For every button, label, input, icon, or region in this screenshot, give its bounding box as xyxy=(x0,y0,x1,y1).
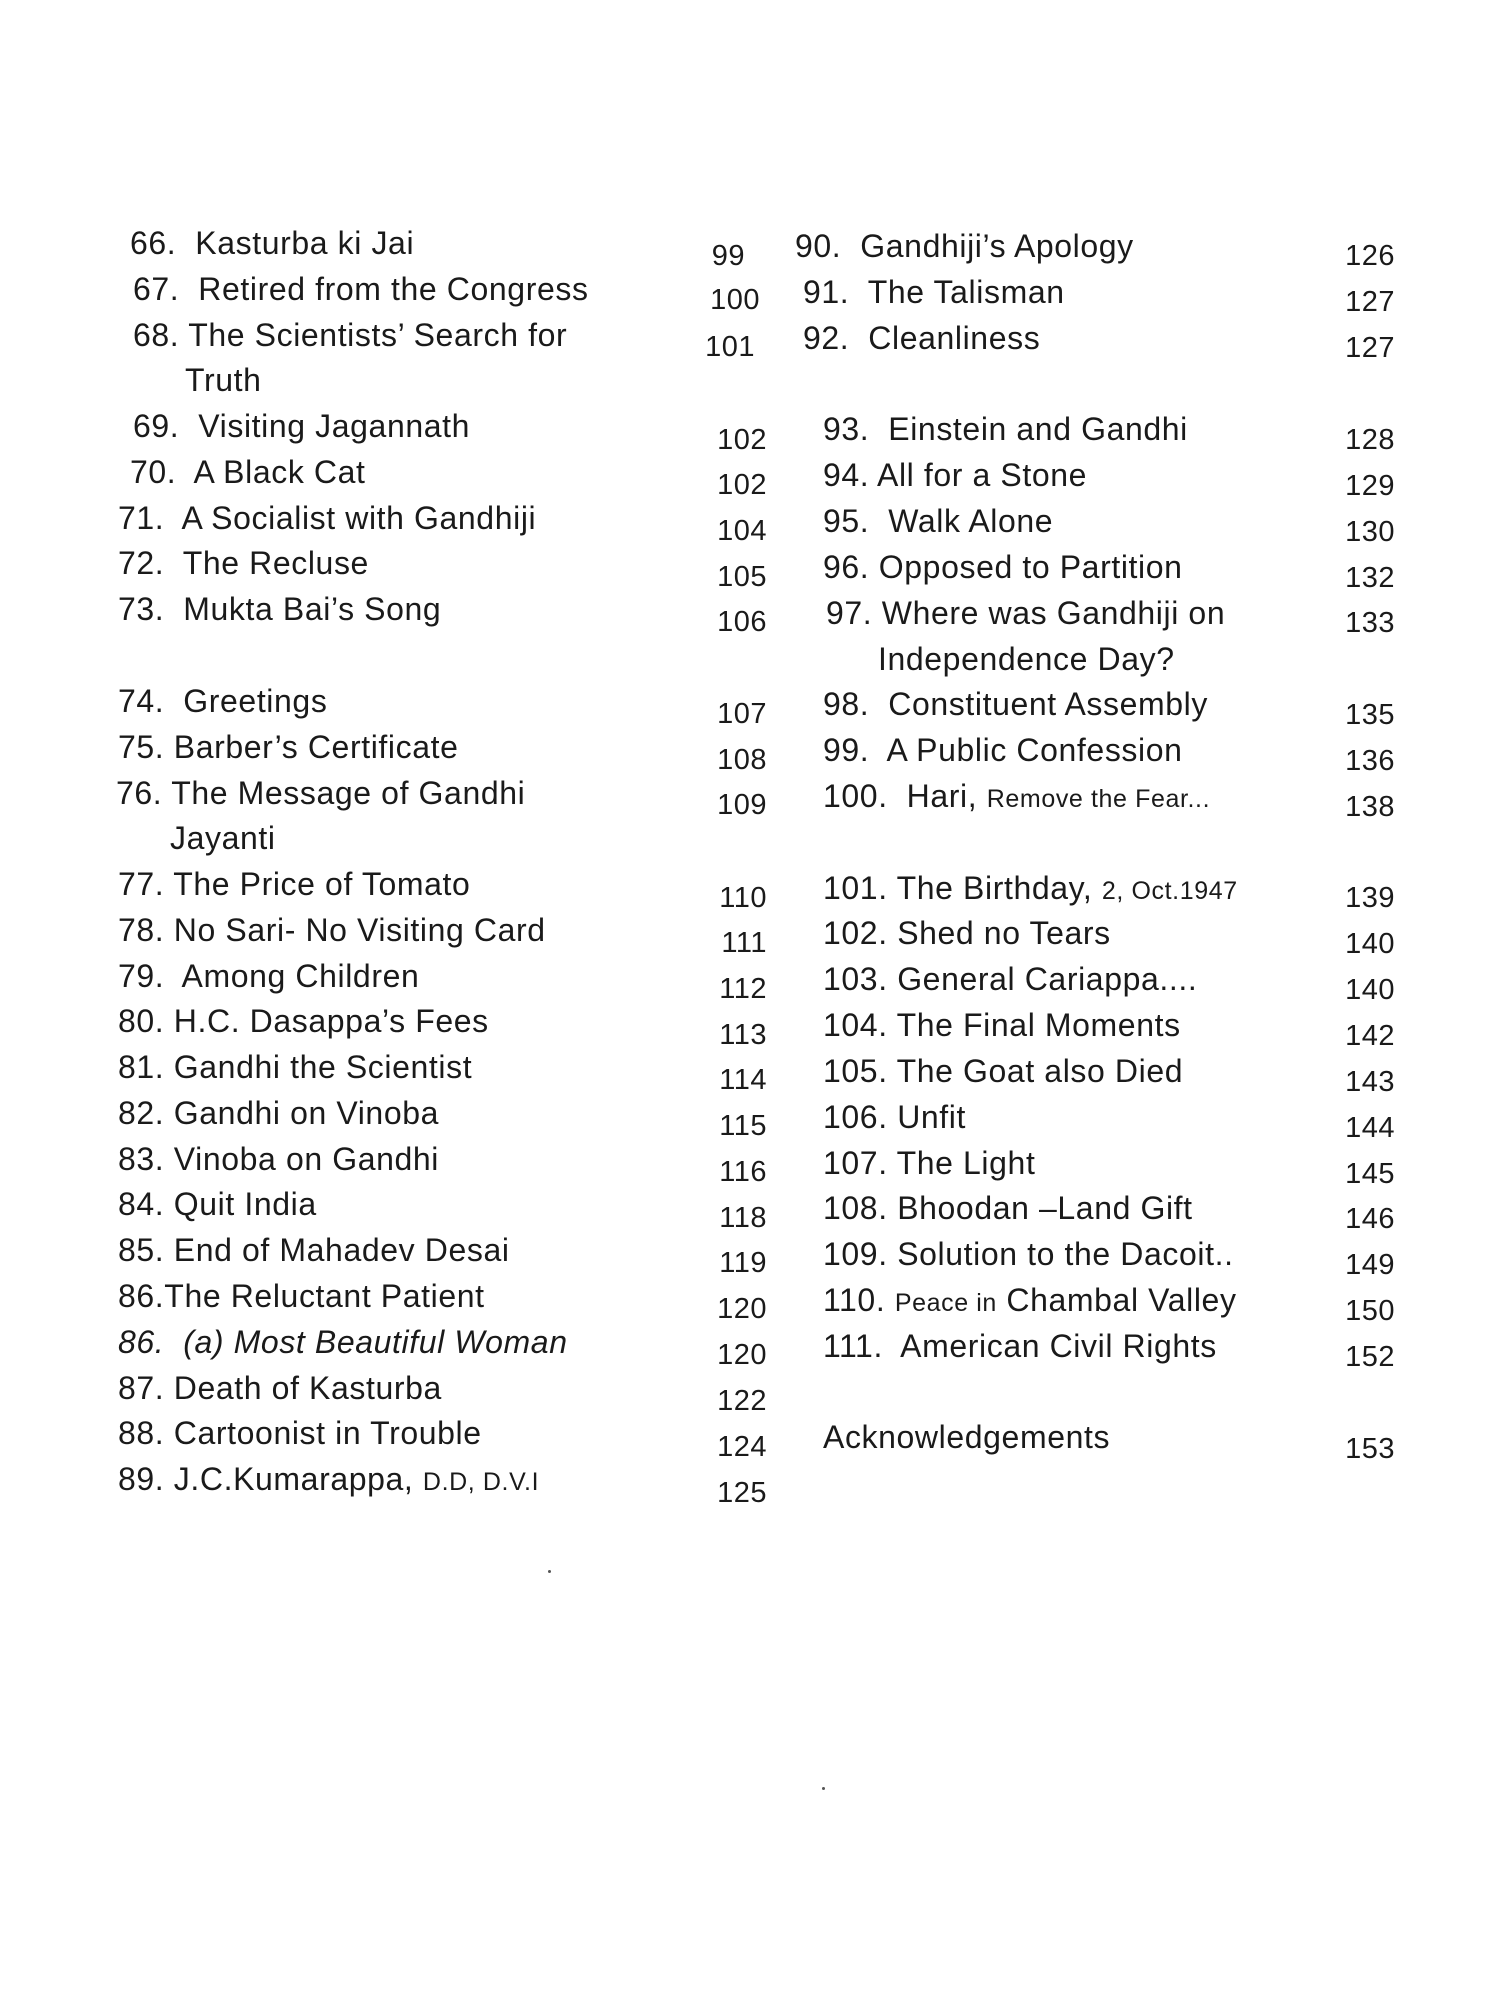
entry-page: 118 xyxy=(719,1202,767,1234)
entry-page: 122 xyxy=(717,1385,767,1417)
entry-page: 127 xyxy=(1345,286,1395,318)
entry-page: 146 xyxy=(1345,1203,1395,1235)
entry-page: 120 xyxy=(717,1339,767,1371)
entry-title: Kasturba ki Jai xyxy=(195,225,415,261)
entry-title: Death of Kasturba xyxy=(173,1370,442,1406)
entry-title: Among Children xyxy=(181,958,420,994)
entry-number: 71. xyxy=(118,500,165,536)
entry-number: 101. xyxy=(823,870,888,906)
entry-title: Gandhi on Vinoba xyxy=(173,1095,440,1131)
scan-speck xyxy=(548,1570,551,1573)
entry-title: Chambal Valley xyxy=(1006,1282,1237,1318)
entry-page: 104 xyxy=(717,515,767,547)
toc-entry xyxy=(795,228,1134,265)
entry-page: 128 xyxy=(1345,424,1395,456)
toc-entry xyxy=(823,870,1238,907)
entry-number: 108. xyxy=(823,1190,888,1226)
entry-page: 119 xyxy=(719,1247,767,1279)
entry-title: H.C. Dasappa’s Fees xyxy=(173,1003,489,1039)
toc-entry xyxy=(803,274,1065,311)
entry-page: 111 xyxy=(721,927,767,959)
toc-entry xyxy=(803,320,1040,357)
entry-number: 104. xyxy=(823,1007,888,1043)
entry-number: 86. xyxy=(118,1278,165,1314)
entry-title: The Reluctant Patient xyxy=(164,1278,485,1314)
entry-title: Shed no Tears xyxy=(897,915,1111,951)
entry-page: 127 xyxy=(1345,332,1395,364)
entry-title: Bhoodan –Land Gift xyxy=(897,1190,1193,1226)
entry-page: 108 xyxy=(717,744,767,776)
entry-title: Greetings xyxy=(183,683,328,719)
toc-entry xyxy=(823,961,1197,998)
entry-number: 70. xyxy=(130,454,177,490)
entry-page: 139 xyxy=(1345,882,1395,914)
toc-entry xyxy=(823,1053,1183,1090)
entry-title: The Final Moments xyxy=(896,1007,1181,1043)
toc-entry xyxy=(823,549,1183,586)
entry-page: 120 xyxy=(717,1293,767,1325)
entry-title: Where was Gandhiji on xyxy=(881,595,1226,631)
entry-page: 138 xyxy=(1345,791,1395,823)
entry-page: 140 xyxy=(1345,928,1395,960)
toc-entry xyxy=(823,457,1087,494)
entry-title: All for a Stone xyxy=(877,457,1088,493)
entry-title-continued: Independence Day? xyxy=(878,641,1175,677)
entry-page: 116 xyxy=(719,1156,767,1188)
entry-number: 109. xyxy=(823,1236,888,1272)
toc-entry xyxy=(823,732,1183,769)
entry-number: 103. xyxy=(823,961,888,997)
entry-page: 140 xyxy=(1345,974,1395,1006)
entry-title: J.C.Kumarappa, xyxy=(173,1461,414,1497)
entry-number: 74. xyxy=(118,683,165,719)
toc-entry xyxy=(823,503,1053,540)
entry-title: The Recluse xyxy=(182,545,369,581)
entry-page: 110 xyxy=(719,882,767,914)
entry-title: The Talisman xyxy=(867,274,1065,310)
entry-title-continued: Jayanti xyxy=(170,820,276,856)
entry-title: General Cariappa.... xyxy=(897,961,1198,997)
entry-page: 107 xyxy=(717,698,767,730)
entry-page: 150 xyxy=(1345,1295,1395,1327)
entry-number: 105. xyxy=(823,1053,888,1089)
entry-page: 109 xyxy=(717,789,767,821)
entry-title: The Price of Tomato xyxy=(173,866,471,902)
entry-page: 130 xyxy=(1345,516,1395,548)
entry-page: 114 xyxy=(719,1064,767,1096)
entry-title: Retired from the Congress xyxy=(198,271,589,307)
entry-title: The Message of Gandhi xyxy=(171,775,526,811)
toc-entry xyxy=(823,915,1111,952)
entry-page: 149 xyxy=(1345,1249,1395,1281)
toc-entry xyxy=(823,1007,1181,1044)
entry-page: 143 xyxy=(1345,1066,1395,1098)
entry-number: 72. xyxy=(118,545,165,581)
entry-title: A Black Cat xyxy=(193,454,366,490)
entry-number: 84. xyxy=(118,1186,165,1222)
entry-number: 102. xyxy=(823,915,888,951)
entry-page: 115 xyxy=(719,1110,767,1142)
entry-title-continued: Truth xyxy=(185,362,262,398)
entry-title: A Public Confession xyxy=(886,732,1183,768)
entry-page: 153 xyxy=(1345,1433,1395,1465)
entry-number: 83. xyxy=(118,1141,165,1177)
entry-title: Cartoonist in Trouble xyxy=(173,1415,482,1451)
entry-title: Unfit xyxy=(897,1099,966,1135)
entry-number: 67. xyxy=(133,271,180,307)
entry-title: Quit India xyxy=(173,1186,317,1222)
entry-number: 93. xyxy=(823,411,870,447)
entry-number: 96. xyxy=(823,549,870,585)
entry-page: 113 xyxy=(719,1019,767,1051)
toc-entry xyxy=(823,1236,1234,1273)
entry-number: 98. xyxy=(823,686,870,722)
entry-number: 89. xyxy=(118,1461,165,1497)
entry-number: 69. xyxy=(133,408,180,444)
entry-title: Cleanliness xyxy=(868,320,1041,356)
entry-number: 110. xyxy=(823,1282,886,1318)
entry-page: 136 xyxy=(1345,745,1395,777)
toc-entry xyxy=(823,1145,1035,1182)
entry-page: 124 xyxy=(717,1431,767,1463)
entry-page: 102 xyxy=(717,424,767,456)
entry-number: 100. xyxy=(823,778,888,814)
entry-page: 145 xyxy=(1345,1158,1395,1190)
entry-page: 144 xyxy=(1345,1112,1395,1144)
entry-number: 82. xyxy=(118,1095,165,1131)
entry-title: Hari, xyxy=(906,778,978,814)
entry-title: American Civil Rights xyxy=(900,1328,1217,1364)
entry-title-prefix: Peace in xyxy=(894,1289,997,1317)
entry-page: 101 xyxy=(705,331,755,363)
toc-entry xyxy=(826,595,1225,632)
entry-title: Vinoba on Gandhi xyxy=(173,1141,440,1177)
entry-number: 68. xyxy=(133,317,180,353)
entry-title: End of Mahadev Desai xyxy=(173,1232,510,1268)
entry-title: The Light xyxy=(896,1145,1036,1181)
entry-number: 73. xyxy=(118,591,165,627)
entry-page: 102 xyxy=(717,469,767,501)
entry-page: 135 xyxy=(1345,699,1395,731)
entry-title-suffix: Remove the Fear... xyxy=(986,785,1211,813)
entry-number: 78. xyxy=(118,912,165,948)
entry-page: 99 xyxy=(711,240,745,272)
entry-title: Walk Alone xyxy=(888,503,1054,539)
entry-title: No Sari- No Visiting Card xyxy=(173,912,546,948)
entry-number: 90. xyxy=(795,228,842,264)
toc-entry xyxy=(823,686,1208,723)
entry-number: 87. xyxy=(118,1370,165,1406)
entry-title: Gandhiji’s Apology xyxy=(860,228,1134,264)
toc-entry xyxy=(823,1099,966,1136)
entry-page: 129 xyxy=(1345,470,1395,502)
entry-title: Opposed to Partition xyxy=(878,549,1183,585)
entry-title: (a) Most Beautiful Woman xyxy=(183,1324,568,1360)
scan-speck xyxy=(822,1787,825,1790)
entry-title-suffix: 2, Oct.1947 xyxy=(1101,877,1238,905)
entry-title: Constituent Assembly xyxy=(888,686,1208,722)
entry-number: 95. xyxy=(823,503,870,539)
entry-title: Barber’s Certificate xyxy=(173,729,459,765)
entry-number: 99. xyxy=(823,732,870,768)
entry-number: 75. xyxy=(118,729,165,765)
toc-entry-acknowledgements xyxy=(823,1419,1110,1456)
entry-number: 107. xyxy=(823,1145,888,1181)
entry-title: Gandhi the Scientist xyxy=(173,1049,473,1085)
entry-page: 152 xyxy=(1345,1341,1395,1373)
entry-number: 80. xyxy=(118,1003,165,1039)
entry-number: 111. xyxy=(823,1328,883,1364)
entry-number: 77. xyxy=(118,866,165,902)
entry-page: 132 xyxy=(1345,562,1395,594)
toc-entry xyxy=(823,1328,1217,1365)
entry-page: 126 xyxy=(1345,240,1395,272)
entry-title: The Goat also Died xyxy=(896,1053,1184,1089)
entry-number: 79. xyxy=(118,958,165,994)
entry-number: 88. xyxy=(118,1415,165,1451)
entry-title: Visiting Jagannath xyxy=(198,408,471,444)
entry-title: Mukta Bai’s Song xyxy=(183,591,442,627)
entry-title: The Birthday, xyxy=(896,870,1093,906)
entry-number: 91. xyxy=(803,274,850,310)
toc-entry xyxy=(823,1190,1193,1227)
entry-number: 97. xyxy=(826,595,873,631)
toc-entry xyxy=(823,778,1210,815)
entry-number: 76. xyxy=(116,775,163,811)
entry-title: Einstein and Gandhi xyxy=(888,411,1188,447)
entry-page: 133 xyxy=(1345,607,1395,639)
entry-page: 105 xyxy=(717,561,767,593)
entry-number: 81. xyxy=(118,1049,165,1085)
entry-number: 92. xyxy=(803,320,850,356)
entry-number: 85. xyxy=(118,1232,165,1268)
entry-title: The Scientists’ Search for xyxy=(188,317,568,353)
entry-page: 142 xyxy=(1345,1020,1395,1052)
entry-number: 106. xyxy=(823,1099,888,1135)
entry-page: 100 xyxy=(710,284,760,316)
entry-number: 66. xyxy=(130,225,177,261)
entry-number: 94. xyxy=(823,457,870,493)
toc-entry xyxy=(823,411,1188,448)
toc-entry xyxy=(823,1282,1237,1319)
entry-title: A Socialist with Gandhiji xyxy=(181,500,537,536)
entry-title: Acknowledgements xyxy=(823,1419,1111,1455)
entry-page: 112 xyxy=(719,973,767,1005)
entry-title: Solution to the Dacoit.. xyxy=(897,1236,1234,1272)
entry-title-suffix: D.D, D.V.I xyxy=(422,1468,540,1496)
entry-page: 106 xyxy=(717,606,767,638)
entry-number: 86. xyxy=(118,1324,165,1360)
entry-page: 125 xyxy=(717,1477,767,1509)
